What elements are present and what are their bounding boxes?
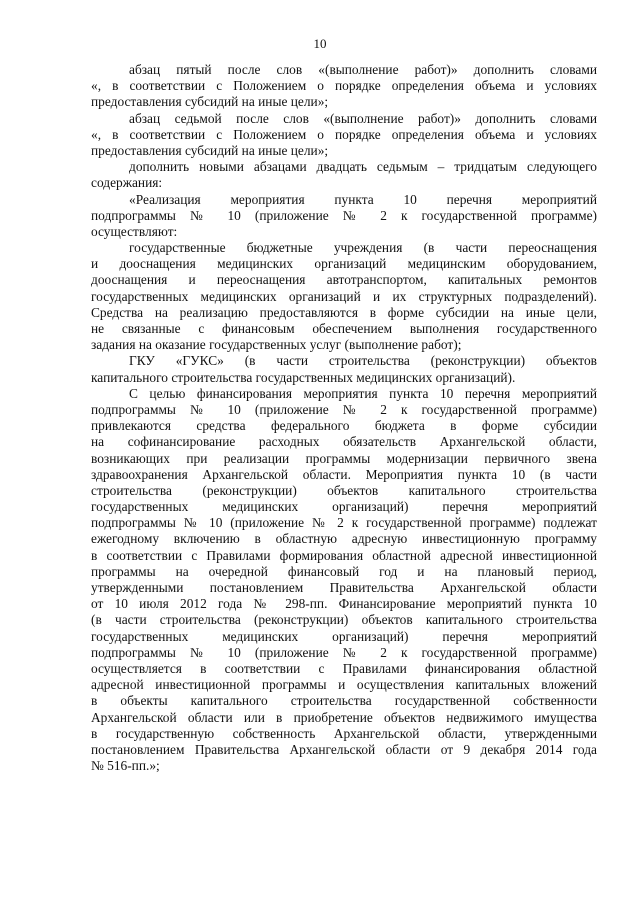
text-line: государственные бюджетные учреждения (в части переоснащения	[129, 240, 597, 256]
text-line: и дооснащения медицинских организаций медицинским оборудованием,	[91, 256, 597, 272]
text-line: С целью финансирования мероприятия пункта 10 перечня мероприятий	[129, 385, 597, 401]
text-line: в государственную собственность Архангельской области, утвержденными	[91, 725, 597, 741]
text-line: подпрограммы № 10 (приложение № 2 к государственной программе)	[91, 207, 597, 223]
text-line: государственных медицинских организаций) перечня мероприятий	[91, 499, 597, 515]
text-line: в объекты капитального строительства государственной собственности	[91, 693, 597, 709]
text-line: адресной инвестиционной программы и осуществления капитальных вложений	[91, 677, 597, 693]
text-line: «, в соответствии с Положением о порядке определения объема и условиях	[91, 78, 597, 94]
text-line: от 10 июля 2012 года № 298-пп. Финансирование мероприятий пункта 10	[91, 596, 597, 612]
text-line: Средства на реализацию предоставляются в форме субсидии на иные цели,	[91, 304, 597, 320]
text-line: абзац седьмой после слов «(выполнение работ)» дополнить словами	[129, 110, 597, 126]
text-line: подпрограммы № 10 (приложение № 2 к государственной программе)	[91, 644, 597, 660]
text-line: государственных медицинских организаций и их структурных подразделений).	[91, 288, 597, 304]
text-line: не связанные с финансовым обеспечением выполнения государственного	[91, 321, 597, 336]
text-line: здравоохранения Архангельской области. Мероприятия пункта 10 (в части	[91, 466, 597, 482]
text-line: абзац пятый после слов «(выполнение работ)» дополнить словами	[129, 62, 597, 77]
text-line: № 516-пп.»;	[91, 758, 160, 774]
text-line: программы на очередной финансовый год и на плановый период,	[91, 563, 597, 579]
text-line: осуществляется в соответствии с Правилами финансирования областной	[91, 660, 597, 676]
text-line: привлекаются средства федерального бюджета в форме субсидии	[91, 418, 597, 434]
text-line: утвержденными постановлением Правительства Архангельской области	[91, 580, 597, 595]
text-line: подпрограммы № 10 (приложение № 2 к государственной программе)	[91, 401, 597, 417]
text-line: постановлением Правительства Архангельской области от 9 декабря 2014 года	[91, 741, 597, 757]
text-line: задания на оказание государственных услуг (выполнение работ);	[91, 337, 462, 353]
text-line: подпрограммы № 10 (приложение № 2 к государственной программе) подлежат	[91, 515, 597, 531]
text-line: ежегодному включению в областную адресную инвестиционную программу	[91, 531, 597, 547]
text-line: содержания:	[91, 175, 163, 191]
text-line: в соответствии с Правилами формирования областной адресной инвестиционной	[91, 547, 597, 563]
text-line: капитального строительства государственных медицинских организаций).	[91, 369, 516, 385]
text-line: на софинансирование расходных обязательств Архангельской области,	[91, 434, 597, 450]
text-line: дооснащения и переоснащения автотранспортом, капитальных ремонтов	[91, 272, 597, 288]
text-line: предоставления субсидий на иные цели»;	[91, 142, 329, 158]
text-line: предоставления субсидий на иные цели»;	[91, 94, 329, 110]
text-line: осуществляют:	[91, 223, 178, 239]
text-line: возникающих при реализации программы модернизации первичного звена	[91, 450, 597, 466]
page-number: 10	[313, 36, 327, 51]
text-line: строительства (реконструкции) объектов капитального строительства	[91, 482, 597, 498]
document-body	[91, 62, 597, 774]
text-line: дополнить новыми абзацами двадцать седьмым – тридцатым следующего	[129, 159, 597, 175]
text-line: «, в соответствии с Положением о порядке определения объема и условиях	[91, 126, 597, 142]
text-line: ГКУ «ГУКС» (в части строительства (реконструкции) объектов	[129, 353, 597, 369]
text-line: (в части строительства (реконструкции) объектов капитального строительства	[91, 612, 597, 628]
text-line: государственных медицинских организаций) перечня мероприятий	[91, 628, 597, 644]
text-line: «Реализация мероприятия пункта 10 перечня мероприятий	[129, 191, 597, 207]
text-line: Архангельской области или в приобретение объектов недвижимого имущества	[91, 709, 597, 725]
